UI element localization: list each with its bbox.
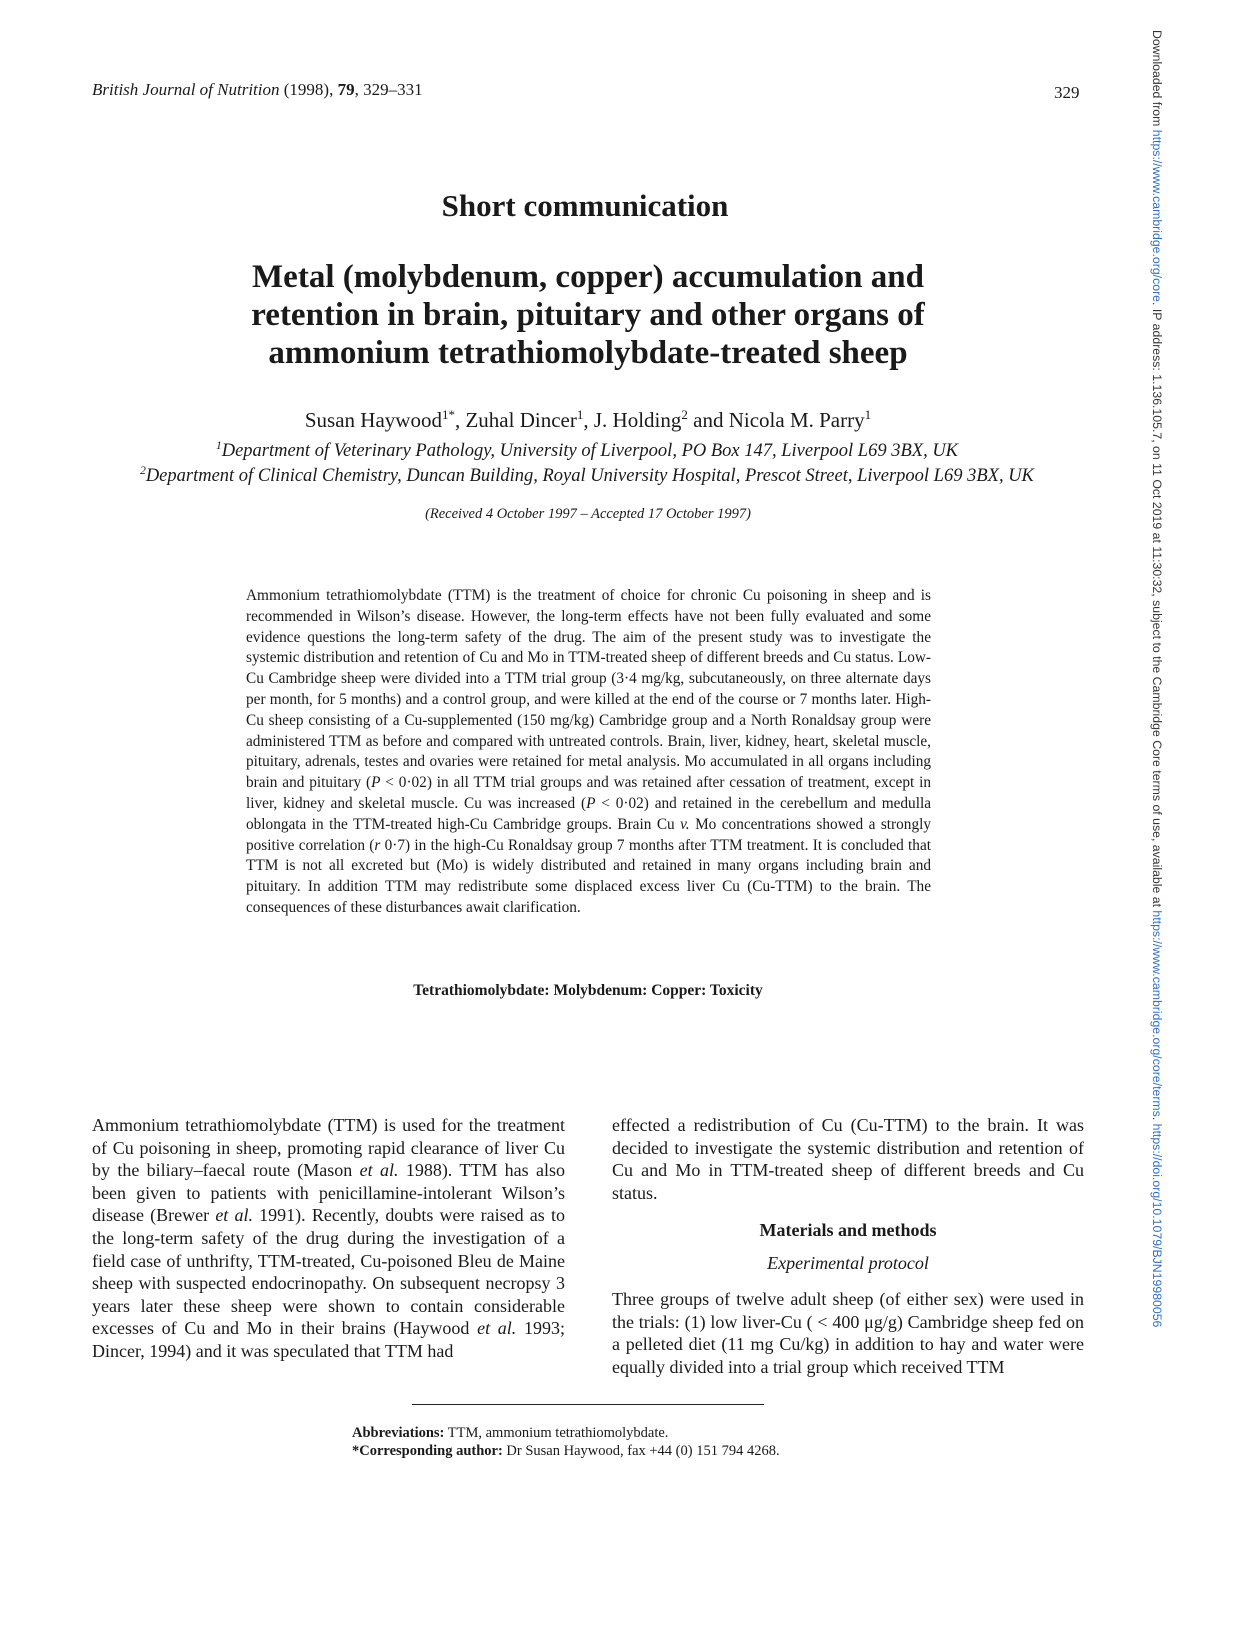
title-line: retention in brain, pituitary and other organs of (251, 297, 925, 333)
affiliation (40, 466, 1134, 487)
abstract-italic: v. (680, 815, 690, 833)
journal-citation (92, 80, 423, 100)
abstract-italic: r (374, 836, 381, 854)
body-text: 1993; Dincer, 1994) and it was speculated that TTM had (92, 1318, 565, 1361)
terms-link[interactable]: https://www.cambridge.org/core/terms (1150, 910, 1164, 1117)
abstract-italic: P (371, 774, 381, 792)
affiliation (40, 441, 1134, 462)
body-column-right-top: effected a redistribution of Cu (Cu-TTM) to the brain. It was decided to investigate the systemic distribution and retention of Cu and Mo in TTM-treated sheep of different breeds and Cu status. (612, 1115, 1084, 1203)
affiliation-text: Department of Clinical Chemistry, Duncan Building, Royal University Hospital, Prescot Street, Liverpool L69 3BX, UK (145, 466, 1034, 486)
affiliation-marker: 2 (140, 464, 146, 477)
subsection-heading: Experimental protocol (767, 1253, 929, 1273)
page-number: 329 (1054, 83, 1080, 102)
abstract (246, 586, 931, 919)
affiliation-marker: 1 (215, 439, 222, 452)
author-marker: 2 (681, 407, 688, 422)
footnote-rule (412, 1404, 764, 1405)
abstract-italic: P (586, 794, 596, 812)
body-italic: et al. (215, 1205, 253, 1226)
download-prefix: Downloaded from (1150, 30, 1164, 130)
footnote-abbreviations (352, 1425, 668, 1442)
abstract-text: 0·7) in the high-Cu Ronaldsay group 7 months after TTM treatment. It is concluded that TTM is not all excreted but (Mo) is widely distributed and retained in many organs including brain and pituitary. In addition TTM may redistribute some displaced excess liver Cu (Cu-TTM) to the brain. The consequences of these disturbances await clarification. (246, 836, 931, 916)
download-middle: . IP address: 1.136.105.7, on 11 Oct 2019 at 11:30:32, subject to the Cambridge Core terms of use, available at (1150, 302, 1164, 911)
journal-year: (1998), (283, 80, 334, 99)
journal-name: British Journal of Nutrition (92, 80, 280, 99)
author-name: Susan Haywood (304, 408, 442, 432)
footnote-corresponding-author (352, 1443, 780, 1460)
author-marker: 1* (441, 407, 455, 422)
abstract-text: Ammonium tetrathiomolybdate (TTM) is the treatment of choice for chronic Cu poisoning in sheep and is recommended in Wilson’s disease. However, the long-term effects have not been fully evaluated and some evidence questions the long-term safety of the drug. The aim of the present study was to investigate the systemic distribution and retention of Cu and Mo in TTM-treated sheep of different breeds and Cu status. Low-Cu Cambridge sheep were divided into a TTM trial group (3·4 mg/kg, subcutaneously, on three alternate days per month, for 5 months) and a control group, and were killed at the end of the course or 7 months later. High-Cu sheep consisting of a Cu-supplemented (150 mg/kg) Cambridge group and a North Ronaldsay group were administered TTM as before and compared with untreated controls. Brain, liver, kidney, heart, skeletal muscle, pituitary, adrenals, testes and ovaries were retained for metal analysis. Mo accumulated in all organs including brain and pituitary ( (246, 587, 931, 792)
section-heading: Materials and methods (759, 1220, 937, 1240)
author-marker: 1 (864, 407, 872, 422)
body-text: 1991). Recently, doubts were raised as to the long-term safety of the drug during the investigation of a field case of unthrifty, TTM-treated, Cu-poisoned Bleu de Maine sheep with suspected endocrinopathy. On subsequent necropsy 3 years later these sheep were shown to contain considerable excesses of Cu and Mo in their brains (Haywood (92, 1205, 565, 1339)
body-italic: et al. (477, 1318, 517, 1339)
download-notice (1142, 30, 1164, 1410)
body-column-right-bottom: Three groups of twelve adult sheep (of either sex) were used in the trials: (1) low liver-Cu ( < 400 μg/g) Cambridge sheep fed on a pelleted diet (11 mg Cu/kg) in addition to hay and water were equally divided into a trial group which received TTM (612, 1289, 1084, 1377)
received-dates: (Received 4 October 1997 – Accepted 17 October 1997) (425, 506, 751, 522)
footnote-label: *Corresponding author: (352, 1443, 503, 1459)
abstract-text: < 0·02) in all TTM trial groups and was retained after cessation of treatment, except in liver, kidney and skeletal muscle. Cu was increased ( (246, 774, 931, 812)
abstract-text: < 0·02) and retained in the cerebellum and medulla oblongata in the TTM-treated high-Cu Cambridge groups. Brain Cu (246, 794, 931, 833)
body-column-left (92, 1114, 565, 1363)
author-list (0, 408, 1176, 433)
footnote-label: Abbreviations: (352, 1425, 445, 1441)
keywords: Tetrathiomolybdate: Molybdenum: Copper: Toxicity (413, 982, 763, 999)
article-title (200, 258, 976, 372)
author-name: , J. Holding (583, 408, 682, 432)
download-sep: . (1150, 1116, 1164, 1124)
footnote-text: Dr Susan Haywood, fax +44 (0) 151 794 4268. (502, 1443, 780, 1459)
author-marker: 1 (576, 407, 584, 422)
affiliation-text: Department of Veterinary Pathology, University of Liverpool, PO Box 147, Liverpool L69 3BX, UK (221, 441, 959, 461)
doi-link[interactable]: https://doi.org/10.1079/BJN19980056 (1150, 1123, 1164, 1328)
article-type: Short communication (441, 188, 729, 223)
title-line: Metal (molybdenum, copper) accumulation and (252, 259, 924, 295)
abstract-text: Mo concentrations showed a strongly positive correlation ( (246, 815, 931, 854)
title-line: ammonium tetrathiomolybdate-treated sheep (268, 335, 908, 371)
core-link[interactable]: https://www.cambridge.org/core (1150, 129, 1164, 303)
footnote-text: TTM, ammonium tetrathiomolybdate. (444, 1425, 669, 1441)
body-text: Ammonium tetrathiomolybdate (TTM) is used for the treatment of Cu poisoning in sheep, promoting rapid clearance of liver Cu by the biliary–faecal route (Mason (92, 1115, 565, 1181)
body-text: 1988). TTM has also been given to patients with penicillamine-intolerant Wilson’s disease (Brewer (92, 1160, 565, 1226)
body-italic: et al. (359, 1160, 399, 1181)
author-name: and Nicola M. Parry (687, 408, 865, 432)
journal-volume: 79 (337, 80, 355, 99)
journal-pages: , 329–331 (354, 80, 423, 99)
author-name: , Zuhal Dincer (454, 408, 577, 432)
